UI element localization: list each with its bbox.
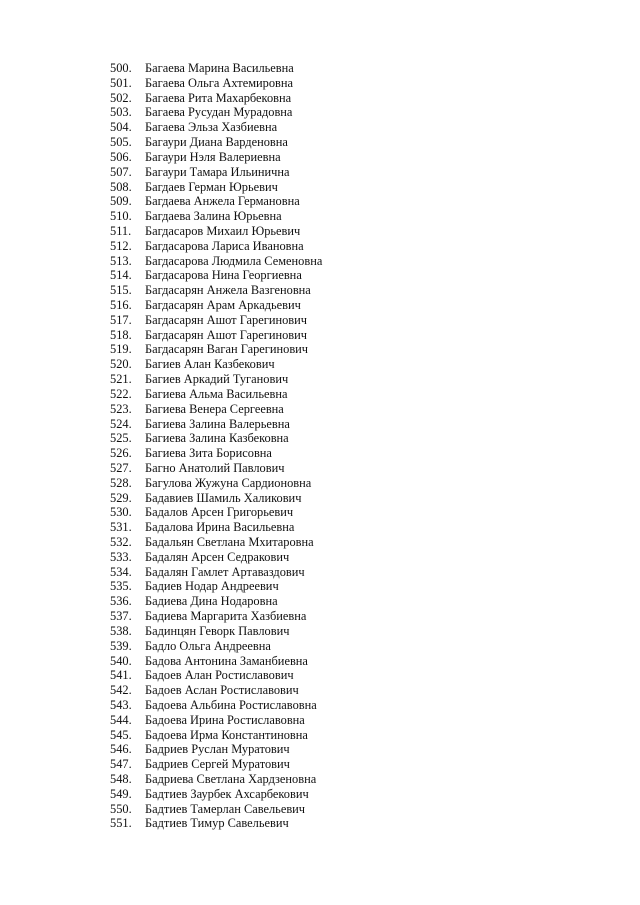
list-item: [110, 135, 322, 150]
item-number: 546.: [110, 742, 132, 757]
list-item: [110, 402, 322, 417]
person-name: Бадриев Сергей Муратович: [145, 757, 290, 772]
list-item: [110, 594, 322, 609]
person-name: Бадоева Ирма Константиновна: [145, 727, 308, 742]
item-number: 541.: [110, 668, 132, 683]
item-number: 531.: [110, 520, 132, 535]
item-number: 510.: [110, 209, 132, 224]
person-name: Бадтиев Заурбек Ахсарбекович: [145, 786, 309, 801]
person-name: Багиев Алан Казбекович: [145, 357, 275, 372]
list-item: [110, 787, 322, 802]
person-name: Бадоев Аслан Ростиславович: [145, 683, 299, 698]
person-name: Бадавиев Шамиль Халикович: [145, 490, 302, 505]
list-item: [110, 224, 322, 239]
list-item: [110, 165, 322, 180]
person-name: Багдасарян Ашот Гарегинович: [145, 312, 307, 327]
list-item: [110, 76, 322, 91]
list-item: [110, 713, 322, 728]
list-item: [110, 298, 322, 313]
person-name: Бадтиев Тимур Савельевич: [145, 816, 289, 831]
list-item: [110, 772, 322, 787]
item-number: 540.: [110, 653, 132, 668]
item-number: 548.: [110, 772, 132, 786]
item-number: 544.: [110, 712, 132, 727]
item-number: 535.: [110, 579, 132, 594]
person-name: Бадоев Алан Ростиславович: [145, 668, 294, 683]
person-name: Бадиева Дина Нодаровна: [145, 594, 278, 609]
person-name: Багдасарян Ашот Гарегинович: [145, 327, 307, 342]
list-item: [110, 328, 322, 343]
item-number: 545.: [110, 727, 132, 742]
item-number: 539.: [110, 638, 132, 653]
item-number: 525.: [110, 431, 132, 446]
list-item: [110, 180, 322, 195]
item-number: 506.: [110, 149, 132, 164]
list-item: [110, 254, 322, 269]
person-name: Бадоева Альбина Ростиславовна: [145, 697, 317, 712]
person-name: Багдасарова Лариса Ивановна: [145, 238, 304, 253]
list-item: [110, 61, 322, 76]
list-item: [110, 579, 322, 594]
person-name: Багдасарян Анжела Вазгеновна: [145, 283, 311, 298]
item-number: 500.: [110, 61, 132, 75]
person-name: Багулова Жужуна Сардионовна: [145, 475, 312, 490]
item-number: 521.: [110, 372, 132, 387]
item-number: 536.: [110, 594, 132, 609]
person-name: Багиев Аркадий Туганович: [145, 372, 289, 387]
person-name: Багиева Залина Казбековна: [145, 431, 289, 446]
list-item: [110, 239, 322, 254]
list-item: [110, 639, 322, 654]
person-name: Багаева Эльза Хазбиевна: [145, 120, 278, 135]
item-number: 514.: [110, 268, 132, 283]
item-number: 529.: [110, 490, 132, 505]
item-number: 515.: [110, 283, 132, 298]
item-number: 519.: [110, 342, 132, 357]
item-number: 532.: [110, 535, 132, 549]
list-item: [110, 372, 322, 387]
item-number: 513.: [110, 253, 132, 268]
person-name: Бадинцян Геворк Павлович: [145, 623, 290, 638]
list-item: [110, 668, 322, 683]
item-number: 516.: [110, 298, 132, 312]
person-name: Бадалова Ирина Васильевна: [145, 520, 295, 535]
list-item: [110, 520, 322, 535]
item-number: 508.: [110, 179, 132, 194]
item-number: 537.: [110, 609, 132, 624]
list-item: [110, 283, 322, 298]
item-number: 543.: [110, 697, 132, 712]
list-item: [110, 461, 322, 476]
person-name: Бадалов Арсен Григорьевич: [145, 505, 294, 520]
list-item: [110, 816, 322, 831]
list-item: [110, 91, 322, 106]
list-item: [110, 802, 322, 817]
person-name: Багдасарова Нина Георгиевна: [145, 268, 302, 283]
person-name: Бадальян Светлана Мхитаровна: [145, 535, 314, 549]
person-name: Багно Анатолий Павлович: [145, 460, 285, 475]
list-item: [110, 624, 322, 639]
person-name: Багаева Марина Васильевна: [145, 61, 294, 75]
list-item: [110, 357, 322, 372]
item-number: 523.: [110, 401, 132, 416]
item-number: 527.: [110, 460, 132, 475]
person-name: Багаури Тамара Ильинична: [145, 164, 290, 179]
list-item: [110, 417, 322, 432]
person-name: Бадоева Ирина Ростиславовна: [145, 712, 305, 727]
list-item: [110, 683, 322, 698]
person-name: Багдасарова Людмила Семеновна: [145, 253, 323, 268]
item-number: 518.: [110, 327, 132, 342]
person-name: Багиева Залина Валерьевна: [145, 416, 290, 431]
list-item: [110, 609, 322, 624]
item-number: 551.: [110, 816, 132, 831]
item-number: 501.: [110, 75, 132, 90]
list-item: [110, 491, 322, 506]
item-number: 538.: [110, 623, 132, 638]
list-item: [110, 505, 322, 520]
list-item: [110, 476, 322, 491]
list-item: [110, 535, 322, 550]
list-item: [110, 654, 322, 669]
person-name: Багдаева Анжела Германовна: [145, 194, 300, 209]
list-item: [110, 313, 322, 328]
item-number: 530.: [110, 505, 132, 520]
list-item: [110, 757, 322, 772]
list-item: [110, 268, 322, 283]
person-name: Багиева Альма Васильевна: [145, 386, 288, 401]
person-name: Бадова Антонина Заманбиевна: [145, 653, 308, 668]
person-name: Багаури Диана Варденовна: [145, 135, 288, 150]
list-item: [110, 209, 322, 224]
person-name: Бадиева Маргарита Хазбиевна: [145, 609, 307, 624]
person-name: Багаури Нэля Валериевна: [145, 149, 281, 164]
person-name: Бадло Ольга Андреевна: [145, 638, 271, 653]
person-name: Бадриев Руслан Муратович: [145, 742, 290, 757]
name-list: [110, 61, 322, 831]
list-item: [110, 550, 322, 565]
list-item: [110, 105, 322, 120]
item-number: 533.: [110, 549, 132, 564]
item-number: 520.: [110, 357, 132, 372]
list-item: [110, 120, 322, 135]
item-number: 507.: [110, 164, 132, 179]
person-name: Багиева Зита Борисовна: [145, 446, 272, 461]
item-number: 502.: [110, 90, 132, 105]
list-item: [110, 150, 322, 165]
person-name: Багдасарян Арам Аркадьевич: [145, 298, 301, 312]
list-item: [110, 728, 322, 743]
item-number: 549.: [110, 786, 132, 801]
person-name: Бадалян Гамлет Артаваздович: [145, 564, 305, 579]
item-number: 524.: [110, 416, 132, 431]
person-name: Бадиев Нодар Андреевич: [145, 579, 279, 594]
list-item: [110, 387, 322, 402]
person-name: Бадриева Светлана Хардзеновна: [145, 772, 317, 786]
item-number: 512.: [110, 238, 132, 253]
person-name: Бадалян Арсен Седракович: [145, 549, 290, 564]
list-item: [110, 342, 322, 357]
list-item: [110, 194, 322, 209]
person-name: Багдаев Герман Юрьевич: [145, 179, 278, 194]
person-name: Багаева Ольга Ахтемировна: [145, 75, 294, 90]
item-number: 526.: [110, 446, 132, 461]
person-name: Багаева Русудан Мурадовна: [145, 105, 293, 120]
item-number: 509.: [110, 194, 132, 209]
item-number: 503.: [110, 105, 132, 120]
list-item: [110, 742, 322, 757]
person-name: Багдасарян Ваган Гарегинович: [145, 342, 309, 357]
item-number: 547.: [110, 757, 132, 772]
person-name: Багдасаров Михаил Юрьевич: [145, 223, 301, 238]
person-name: Багдаева Залина Юрьевна: [145, 209, 282, 224]
list-item: [110, 431, 322, 446]
list-item: [110, 565, 322, 580]
item-number: 550.: [110, 801, 132, 816]
item-number: 504.: [110, 120, 132, 135]
item-number: 542.: [110, 683, 132, 698]
person-name: Багиева Венера Сергеевна: [145, 401, 284, 416]
item-number: 528.: [110, 475, 132, 490]
list-item: [110, 698, 322, 713]
person-name: Бадтиев Тамерлан Савельевич: [145, 801, 306, 816]
item-number: 517.: [110, 312, 132, 327]
item-number: 534.: [110, 564, 132, 579]
item-number: 522.: [110, 386, 132, 401]
item-number: 511.: [110, 223, 132, 238]
list-item: [110, 446, 322, 461]
person-name: Багаева Рита Махарбековна: [145, 90, 292, 105]
item-number: 505.: [110, 135, 132, 150]
